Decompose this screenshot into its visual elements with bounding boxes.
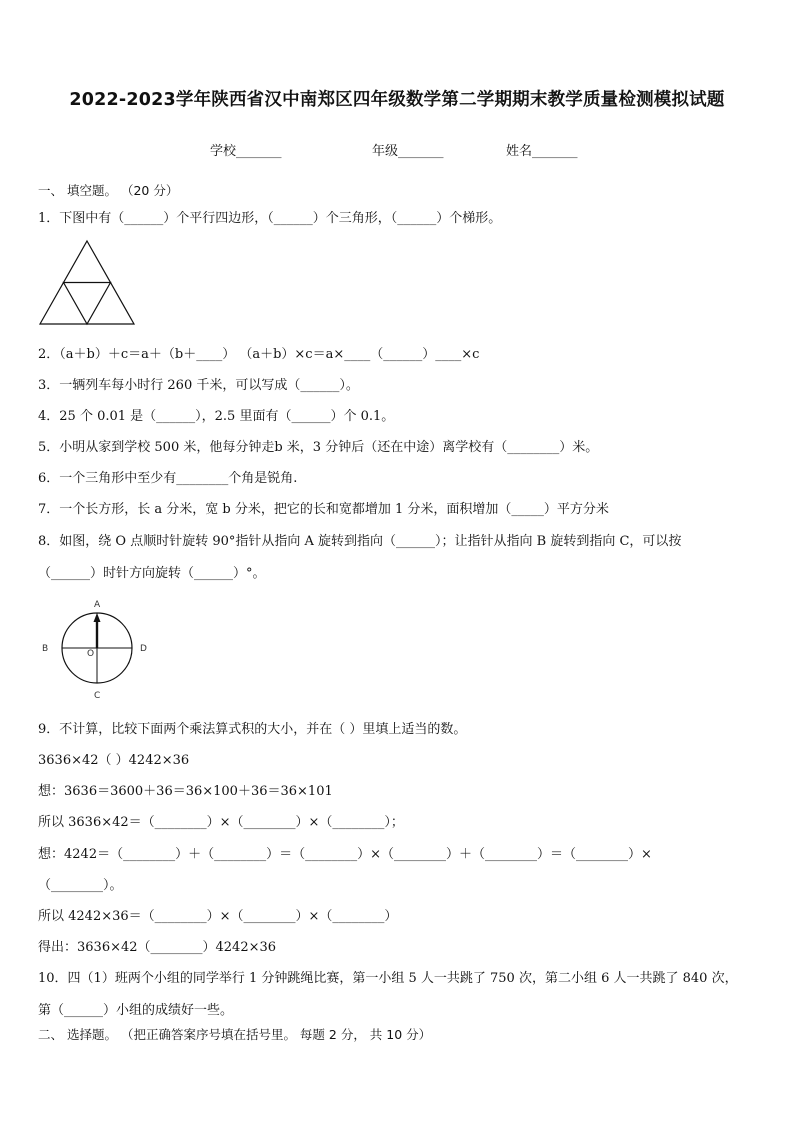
name-label: 姓名 <box>506 144 533 159</box>
question-4: 4．25 个 0.01 是（______），2.5 里面有（______）个 0.1。 <box>38 409 395 424</box>
question-5: 5．小明从家到学校 500 米，他每分钟走b 米，3 分钟后（还在中途）离学校有（________）米。 <box>38 440 599 455</box>
school-field <box>210 140 282 159</box>
dial-label-o: O <box>87 649 95 659</box>
page-title: 2022-2023学年陕西省汉中南郑区四年级数学第二学期期末教学质量检测模拟试题 <box>69 90 725 110</box>
question-9-intro: 9．不计算，比较下面两个乘法算式积的大小，并在（ ）里填上适当的数。 <box>38 722 467 737</box>
clock-dial-figure <box>36 596 156 702</box>
question-9-line3: 所以 3636×42＝（________）×（________）×（________）； <box>38 815 404 830</box>
dial-label-b: B <box>42 644 49 654</box>
question-9-line6: 所以 4242×36＝（________）×（________）×（________） <box>38 909 398 924</box>
question-1: 1．下图中有（______）个平行四边形，（______）个三角形，（______）个梯形。 <box>38 211 502 226</box>
question-10-line2: 第（______）小组的成绩好一些。 <box>38 1003 234 1018</box>
dial-label-a: A <box>94 600 101 610</box>
question-7: 7．一个长方形，长 a 分米，宽 b 分米，把它的长和宽都增加 1 分米，面积增加（_____）平方分米 <box>38 502 609 517</box>
question-10-line1: 10．四（1）班两个小组的同学举行 1 分钟跳绳比赛，第一小组 5 人一共跳了 750 次，第二小组 6 人一共跳了 840 次， <box>38 971 738 986</box>
question-2: 2．（a＋b）＋c＝a＋（b＋____） （a＋b）×c＝a×____（______）____×c <box>38 347 480 362</box>
question-9-line5: （________）。 <box>38 878 123 893</box>
question-9-line2: 想：3636＝3600＋36＝36×100＋36＝36×101 <box>38 784 333 799</box>
question-3: 3．一辆列车每小时行 260 千米，可以写成（______）。 <box>38 378 359 393</box>
section1-heading: 一、 填空题。 （20 分） <box>38 183 179 198</box>
section2-heading: 二、 选择题。 （把正确答案序号填在括号里。 每题 2 分， 共 10 分） <box>38 1027 432 1042</box>
question-9-line7: 得出：3636×42（________）4242×36 <box>38 940 277 955</box>
question-6: 6．一个三角形中至少有________个角是锐角. <box>38 471 298 486</box>
triangle-figure <box>36 238 138 328</box>
question-8-line2: （______）时针方向旋转（______）°。 <box>38 566 266 581</box>
grade-field <box>372 140 444 159</box>
dial-label-c: C <box>94 691 101 701</box>
question-9-line1: 3636×42（ ）4242×36 <box>38 753 190 768</box>
inner-triangle <box>64 283 111 325</box>
grade-blank: _______ <box>398 144 444 159</box>
question-8-line1: 8．如图，绕 O 点顺时针旋转 90°指针从指向 A 旋转到指向（______）；让指针从指向 B 旋转到指向 C，可以按 <box>38 534 682 549</box>
grade-label: 年级 <box>372 144 399 159</box>
school-label: 学校 <box>210 144 237 159</box>
name-field <box>506 140 578 159</box>
question-9-line4: 想：4242＝（________）＋（________）＝（________）×（________）＋（________）＝（________）× <box>38 847 652 862</box>
dial-label-d: D <box>140 644 147 654</box>
name-blank: _______ <box>532 144 578 159</box>
pointer-arrowhead-icon <box>94 613 101 622</box>
school-blank: _______ <box>236 144 282 159</box>
